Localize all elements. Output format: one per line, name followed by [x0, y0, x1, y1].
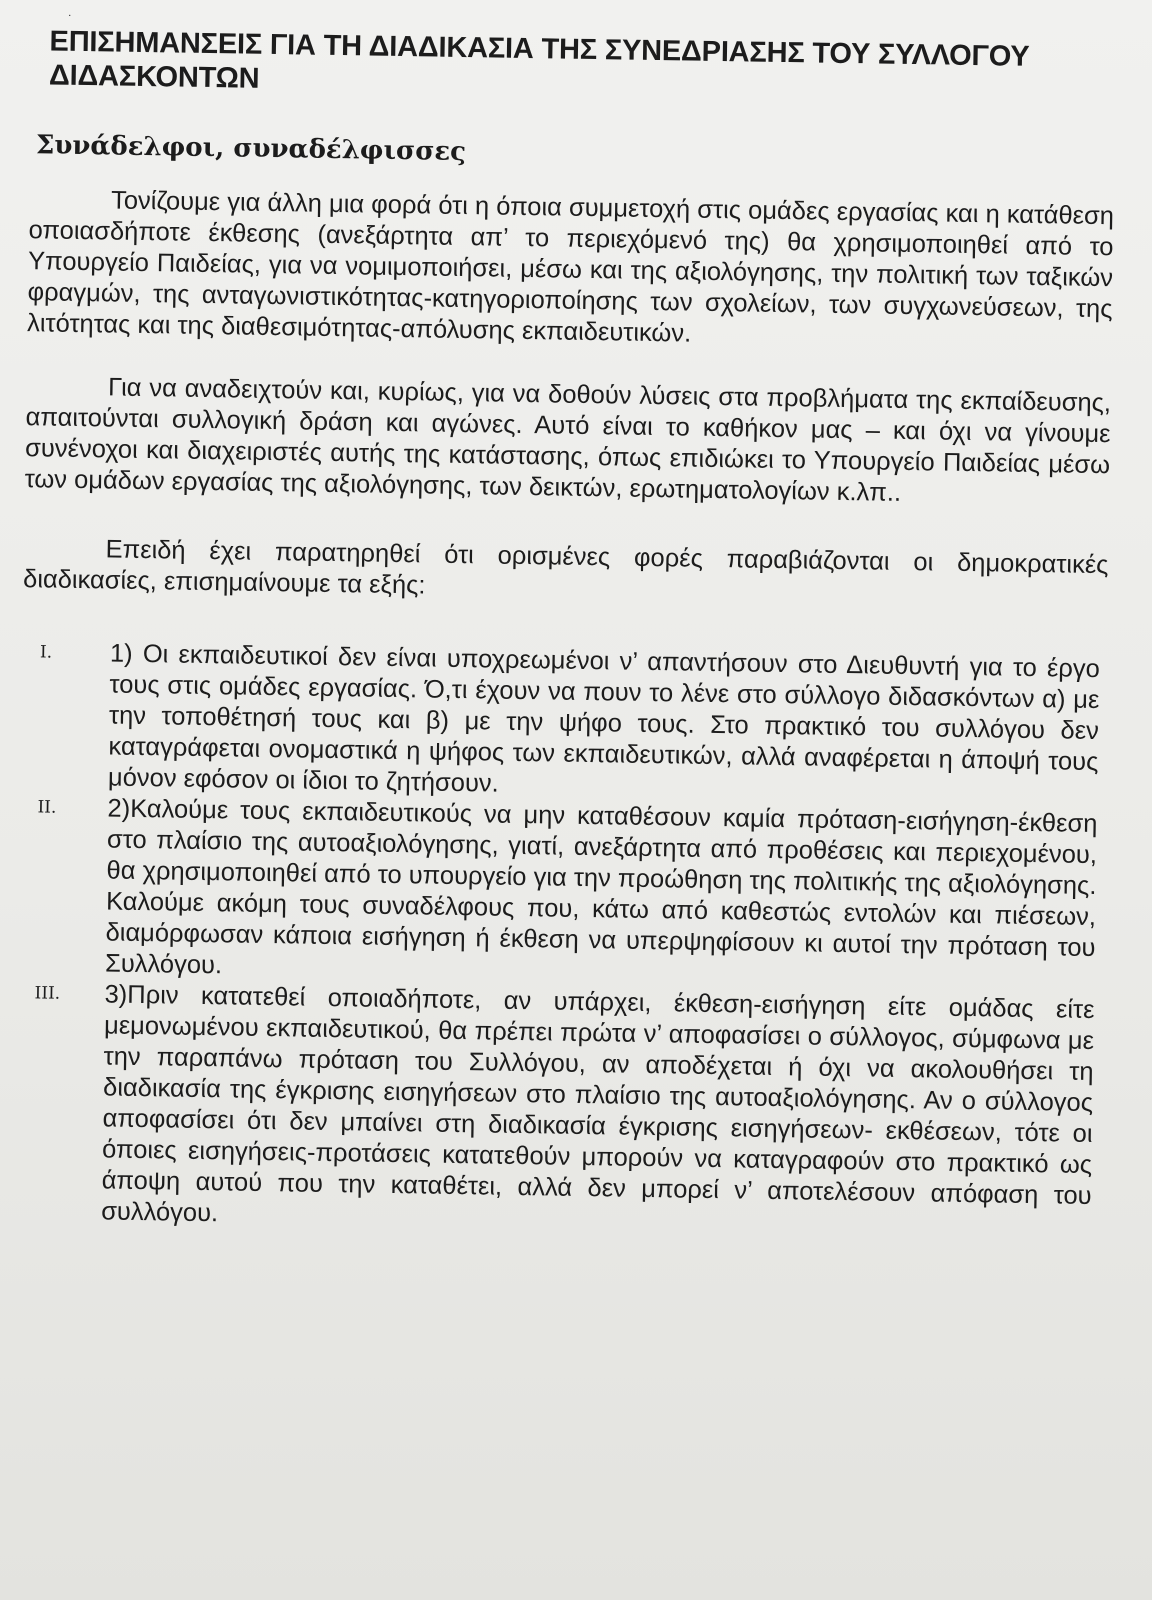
document-sheet [1, 14, 1130, 1243]
list-item-text: 2)Καλούμε τους εκπαιδευτικούς να μην καταθέσουν καμία πρόταση-εισήγηση-έκθεση στο πλαίσιο της αυτοαξιολόγησης, γιατί, ανεξάρτητα από προθέσεις και περιεχομένου, θα χρησιμοποιηθεί από το υπουργείο για την προώθηση της πολιτικής της αξιολόγησης. Καλούμε ακόμη τους συναδέλφους που, κάτω από καθεστώς εντολών και πιέσεων, διαμόρφωσαν κάποια εισήγηση ή έκθεση να υπερψηφίσουν κι αυτοί την πρόταση του Συλλόγου. [104, 794, 1098, 980]
list-item [8, 637, 1100, 809]
list-numeral: I. [39, 642, 53, 663]
salutation: Συνάδελφοι, συναδέλφισσες [35, 130, 467, 168]
list-numeral: II. [37, 797, 57, 818]
paper-mark: ˙ [68, 12, 73, 28]
paragraph-2: Για να αναδειχτούν και, κυρίως, για να δοθούν λύσεις στα προβλήματα της εκπαίδευσης, απαιτούνται συλλογική δράση και αγώνες. Αυτό είναι το καθήκον μας – και όχι να γίνουμε συνένοχοι και διαχειριστές αυτής της κατάστασης, όπως επιδιώκει το Υπουργείο Παιδείας μέσω των ομάδων εργασίας της αξιολόγησης, των δεικτών, ερωτηματολογίων κ.λπ.. [24, 373, 1112, 507]
numbered-list [1, 637, 1120, 1243]
list-item [5, 792, 1098, 995]
list-item [1, 978, 1095, 1243]
document-title: ΕΠΙΣΗΜΑΝΣΕΙΣ ΓΙΑ ΤΗ ΔΙΑΔΙΚΑΣΙΑ ΤΗΣ ΣΥΝΕΔΡΙΑΣΗΣ ΤΟΥ ΣΥΛΛΟΓΟΥ ΔΙΔΑΣΚΟΝΤΩΝ [48, 25, 1030, 95]
list-item-text: 3)Πριν κατατεθεί οποιαδήποτε, αν υπάρχει, έκθεση-εισήγηση είτε ομάδας είτε μεμονωμένου εκπαιδευτικού, θα πρέπει πρώτα ν’ αποφασίσει ο σύλλογος, σύμφωνα με την παραπάνω πρόταση του Συλλόγου, αν αποδέχεται ή όχι να ακολουθήσει τη διαδικασία της έγκρισης εισηγήσεων στο πλαίσιο της αυτοαξιολόγησης. Αν ο σύλλογος αποφασίσει ότι δεν μπαίνει στη διαδικασία έγκρισης εισηγήσεων- εκθέσεων, τότε οι όποιες εισηγήσεις-προτάσεις κατατεθούν μπορούν να καταγραφούν στο πρακτικό ως άποψη αυτού που την καταθέτει, αλλά δεν μπορεί ν’ αποτελέσουν απόφαση του συλλόγου. [100, 980, 1095, 1228]
list-numeral: III. [34, 983, 61, 1004]
list-item-text: 1) Οι εκπαιδευτικοί δεν είναι υποχρεωμένοι ν’ απαντήσουν στο Διευθυντή για το έργο τους στις ομάδες εργασίας. Ό,τι έχουν να πουν το λένε στο σύλλογο διδασκόντων α) με την τοποθέτησή τους και β) με την ψήφο τους. Στο πρακτικό του συλλόγου δεν καταγράφεται ονομαστικά η ψήφος των εκπαιδευτικών, αλλά αναφέρεται η άποψή τους μόνον εφόσον οι ίδιοι το ζητήσουν. [107, 639, 1101, 798]
paragraph-1: Τονίζουμε για άλλη μια φορά ότι η όποια συμμετοχή στις ομάδες εργασίας και η κατάθεση οποιασδήποτε έκθεσης (ανεξάρτητα απ’ το περιεχόμενό της) θα χρησιμοποιηθεί από το Υπουργείο Παιδείας, για να νομιμοποιήσει, μέσω και της αξιολόγησης, την πολιτική των ταξικών φραγμών, της ανταγωνιστικότητας-κατηγοριοποίησης των σχολείων, των συγχωνεύσεων, της λιτότητας και της διαθεσιμότητας-απόλυσης εκπαιδευτικών. [26, 186, 1115, 348]
paragraph-3: Επειδή έχει παρατηρηθεί ότι ορισμένες φορές παραβιάζονται οι δημοκρατικές διαδικασίες, επισημαίνουμε τα εξής: [22, 535, 1109, 600]
